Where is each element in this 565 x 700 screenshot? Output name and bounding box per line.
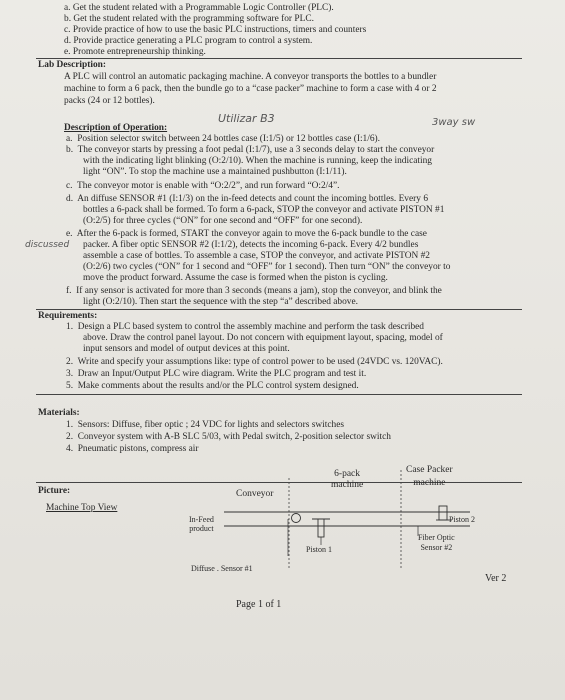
- material-item: 2. Conveyor system with A-B SLC 5/03, with Pedal switch, 2-position selector switch: [66, 432, 391, 442]
- version-label: Ver 2: [485, 573, 507, 584]
- operation-item-a: a. Position selector switch between 24 bottles case (I:1/5) or 12 bottles case (I:1/6).: [66, 134, 380, 144]
- materials-heading: Materials:: [38, 408, 80, 418]
- lab-description-line: packs (24 or 12 bottles).: [64, 96, 155, 106]
- conveyor-label: Conveyor: [236, 489, 274, 499]
- requirements-heading: Requirements:: [38, 311, 98, 321]
- objective-item: e. Promote entrepreneurship thinking.: [64, 47, 206, 57]
- picture-heading: Picture:: [38, 486, 71, 496]
- operation-item-c: c. The conveyor motor is enable with “O:2/2”, and run forward “O:2/4”.: [66, 181, 340, 191]
- operation-line: assemble a case of bottles. To assemble a case, STOP the conveyor, and activate PISTON #2: [83, 251, 430, 261]
- requirement-item: 5. Make comments about the results and/or the PLC control system designed.: [66, 381, 359, 391]
- handwritten-note: 3way sw: [432, 117, 476, 128]
- case-packer-machine-label: Case Packer machine: [406, 465, 453, 488]
- operation-item-e: e. After the 6-pack is formed, START the conveyor again to move the 6-pack bundle to the case: [66, 229, 427, 239]
- operation-item-b: b. The conveyor starts by pressing a foot pedal (I:1/7), use a 3 seconds delay to start the conveyor: [66, 145, 435, 155]
- operation-line: packer. A fiber optic SENSOR #2 (I:1/2), detects the incoming 6-pack. Every 4/2 bundles: [83, 240, 419, 250]
- requirement-item: 3. Draw an Input/Output PLC wire diagram. Write the PLC program and test it.: [66, 369, 367, 379]
- in-feed-label: In-Feed product: [189, 515, 214, 533]
- lab-description-line: machine to form a 6 pack, then the bundle go to a “case packer” machine to form a case with 4 or 2: [64, 84, 437, 94]
- requirement-line: input sensors and model of output devices at this point.: [83, 344, 290, 354]
- objective-item: d. Provide practice generating a PLC program to control a system.: [64, 36, 313, 46]
- operation-item-f: f. If any sensor is activated for more than 3 seconds (means a jam), stop the conveyor, and blink the: [66, 286, 442, 296]
- material-item: 4. Pneumatic pistons, compress air: [66, 444, 199, 454]
- objective-item: c. Provide practice of how to use the basic PLC instructions, timers and counters: [64, 25, 367, 35]
- piston-2-icon: [439, 506, 447, 520]
- piston-1-icon: [318, 519, 324, 537]
- objective-item: b. Get the student related with the programming software for PLC.: [64, 14, 314, 24]
- operation-line: with the indicating light blinking (O:2/10). When the machine is running, keep the indicating: [83, 156, 432, 166]
- operation-heading: Description of Operation:: [64, 123, 168, 133]
- fiber-optic-sensor-label: Fiber Optic Sensor #2: [418, 533, 455, 552]
- operation-line: bottles a 6-pack shall be formed. To form a 6-pack, STOP the conveyor and activate PISTON #1: [83, 205, 445, 215]
- objective-item: a. Get the student related with a Programmable Logic Controller (PLC).: [64, 3, 334, 13]
- diffuse-sensor-label: Diffuse . Sensor #1: [191, 564, 253, 573]
- operation-line: light “ON”. To stop the machine use a maintained pushbutton (I:1/11).: [83, 167, 347, 177]
- requirement-line: above. Draw the control panel layout. Do not concern with equipment layout, spacing, model of: [83, 333, 443, 343]
- piston-1-label: Piston 1: [306, 545, 333, 554]
- operation-line: light (O:2/10). Then start the sequence with the step “a” described above.: [83, 297, 358, 307]
- requirement-item: 1. Design a PLC based system to control the assembly machine and perform the task described: [66, 322, 424, 332]
- operation-line: (O:2/5) for three cycles (“ON” for one second and “OFF” for one second).: [83, 216, 363, 226]
- picture-subheading: Machine Top View: [46, 503, 118, 513]
- page-number: Page 1 of 1: [236, 599, 282, 610]
- handwritten-margin-note: discussed: [25, 240, 70, 250]
- operation-line: move the product forward. Assume the case is formed when the piston is cycling.: [83, 273, 388, 283]
- bottle-icon: [292, 514, 301, 523]
- six-pack-machine-label: 6-pack machine: [331, 469, 364, 490]
- lab-description-line: A PLC will control an automatic packaging machine. A conveyor transports the bottles to a bundler: [64, 72, 437, 82]
- operation-item-d: d. An diffuse SENSOR #1 (I:1/3) on the in-feed detects and count the incoming bottles. Every 6: [66, 194, 429, 204]
- operation-line: (O:2/6) two cycles (“ON” for 1 second and “OFF” for 1 second). Then turn “ON” the conveyor to: [83, 262, 451, 272]
- handwritten-note: Utilizar B3: [218, 112, 275, 125]
- requirement-item: 2. Write and specify your assumptions like: type of control power to be used (24VDC vs. 120VAC).: [66, 357, 443, 367]
- lab-description-heading: Lab Description:: [38, 60, 106, 70]
- piston-2-label: Piston 2: [449, 515, 476, 524]
- material-item: 1. Sensors: Diffuse, fiber optic ; 24 VDC for lights and selectors switches: [66, 420, 344, 430]
